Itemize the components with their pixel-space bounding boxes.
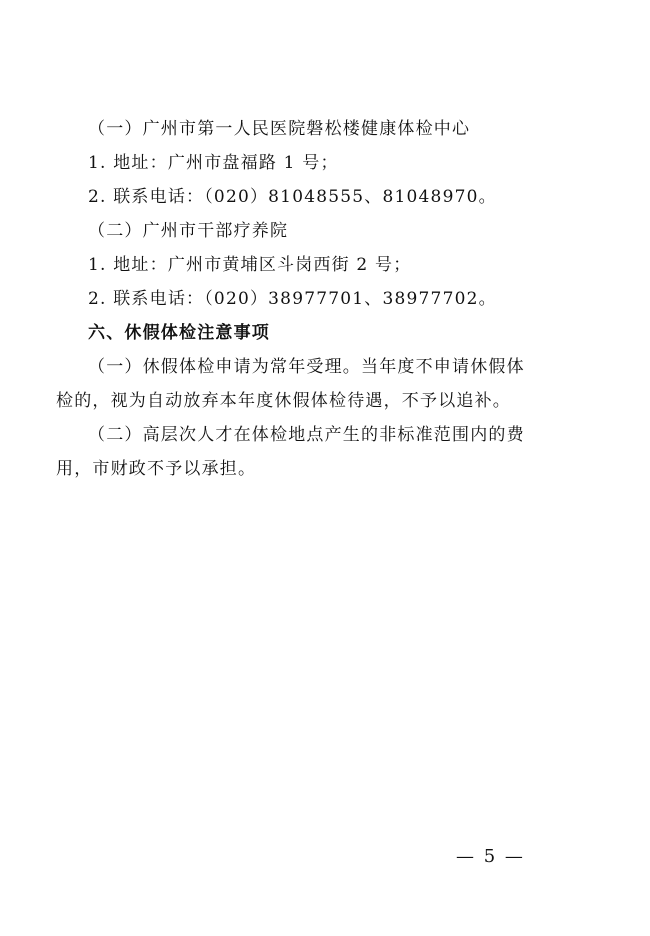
notice-2-line-1: （二）高层次人才在体检地点产生的非标准范围内的费 bbox=[88, 425, 525, 445]
section-5-item-1-title: （一）广州市第一人民医院磐松楼健康体检中心 bbox=[88, 119, 471, 139]
notice-1-line-2: 检的，视为自动放弃本年度休假体检待遇，不予以追补。 bbox=[56, 391, 511, 411]
item-2-phone: 2. 联系电话：（020）38977701、38977702。 bbox=[88, 289, 497, 309]
section-6-heading: 六、休假体检注意事项 bbox=[88, 323, 270, 343]
item-1-address: 1. 地址：广州市盘福路 1 号； bbox=[88, 153, 339, 173]
notice-1-line-1: （一）休假体检申请为常年受理。当年度不申请休假体 bbox=[88, 357, 525, 377]
item-2-address: 1. 地址：广州市黄埔区斗岗西街 2 号； bbox=[88, 255, 412, 275]
page-number: — 5 — bbox=[456, 846, 525, 867]
notice-2-line-2: 用，市财政不予以承担。 bbox=[56, 459, 257, 479]
item-1-phone: 2. 联系电话：（020）81048555、81048970。 bbox=[88, 187, 497, 207]
section-5-item-2-title: （二）广州市干部疗养院 bbox=[88, 221, 289, 241]
